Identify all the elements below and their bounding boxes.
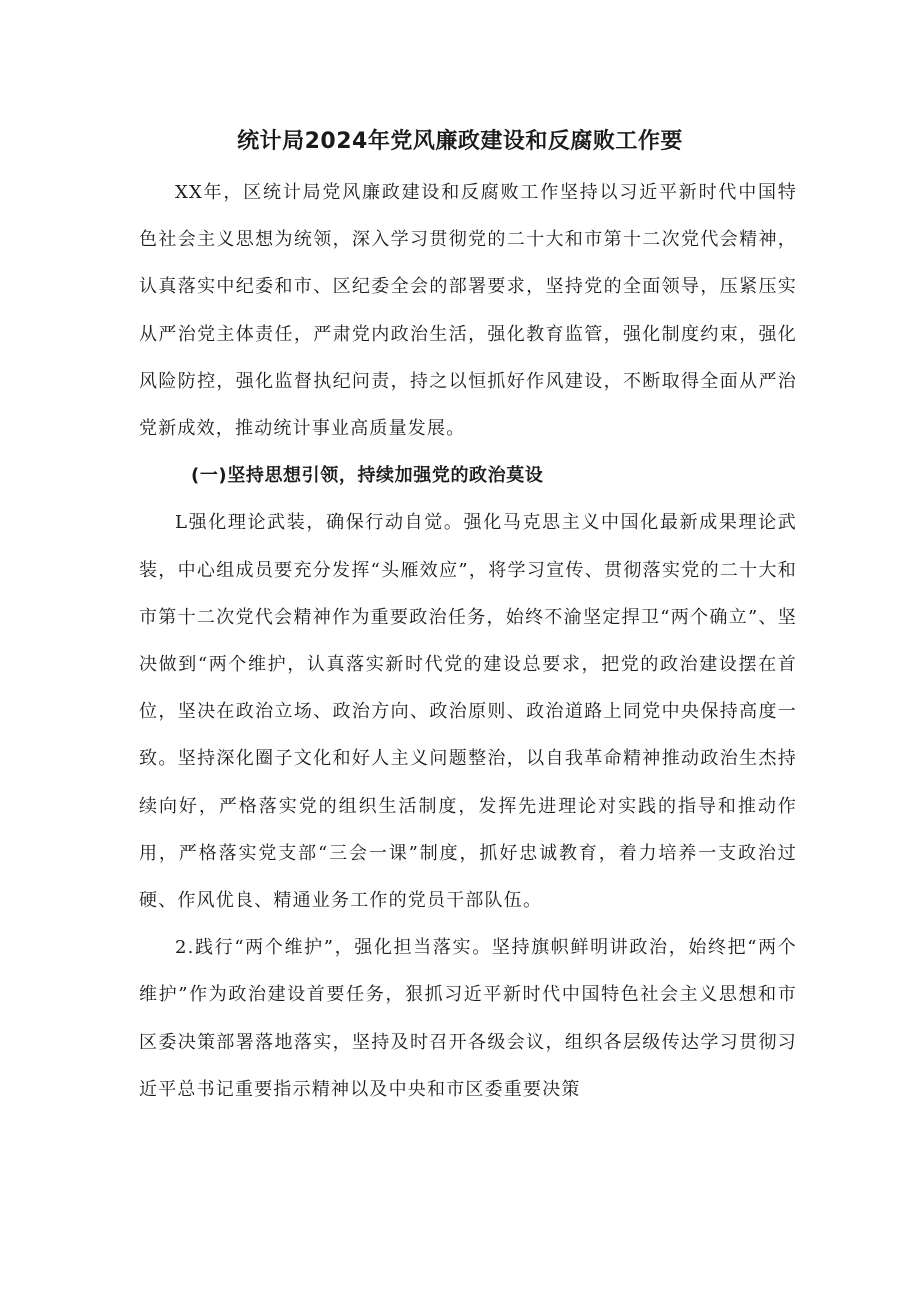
section-heading: (一)坚持思想引领，持续加强党的政治莫设 [191,465,544,487]
document-title: 统计局2024年党风廉政建设和反腐败工作要 [237,129,683,154]
intro-paragraph: XX年，区统计局党风廉政建设和反腐败工作坚持以习近平新时代中国特色社会主义思想为统领，深入学习贯彻党的二十大和市第十二次党代会精神，认真落实中纪委和市、区纪委全会的部署要求，坚持党的全面领导，压紧压实从严治党主体责任，严肃党内政治生活，强化教育监管，强化制度约束，强化风险防控，强化监督执纪问责，持之以恒抓好作风建设，不断取得全面从严治党新成效，推动统计事业高质量发展。 [139,182,797,440]
item-1-paragraph: L强化理论武装，确保行动自觉。强化马克思主义中国化最新成果理论武装，中心组成员要充分发挥“头雁效应”，将学习宣传、贯彻落实党的二十大和市第十二次党代会精神作为重要政治任务，始终不渝坚定捍卫“两个确立”、坚决做到“两个维护，认真落实新时代党的建设总要求，把党的政治建设摆在首位，坚决在政治立场、政治方向、政治原则、政治道路上同党中央保持高度一致。坚持深化圈子文化和好人主义问题整治，以自我革命精神推动政治生杰持续向好，严格落实党的组织生活制度，发挥先进理论对实践的指导和推动作用，严格落实党支部“三会一课”制度，抓好忠诚教育，着力培养一支政治过硬、作风优良、精通业务工作的党员干部队伍。 [139,512,797,912]
document-body [139,169,797,1113]
item-2-paragraph: 2.践行“两个维护”，强化担当落实。坚持旗帜鲜明讲政治，始终把“两个维护”作为政治建设首要任务，狠抓习近平新时代中国特色社会主义思想和市区委决策部署落地落实，坚持及时召开各级会议，组织各层级传达学习贯彻习近平总书记重要指示精神以及中央和市区委重要决策 [139,937,797,1100]
